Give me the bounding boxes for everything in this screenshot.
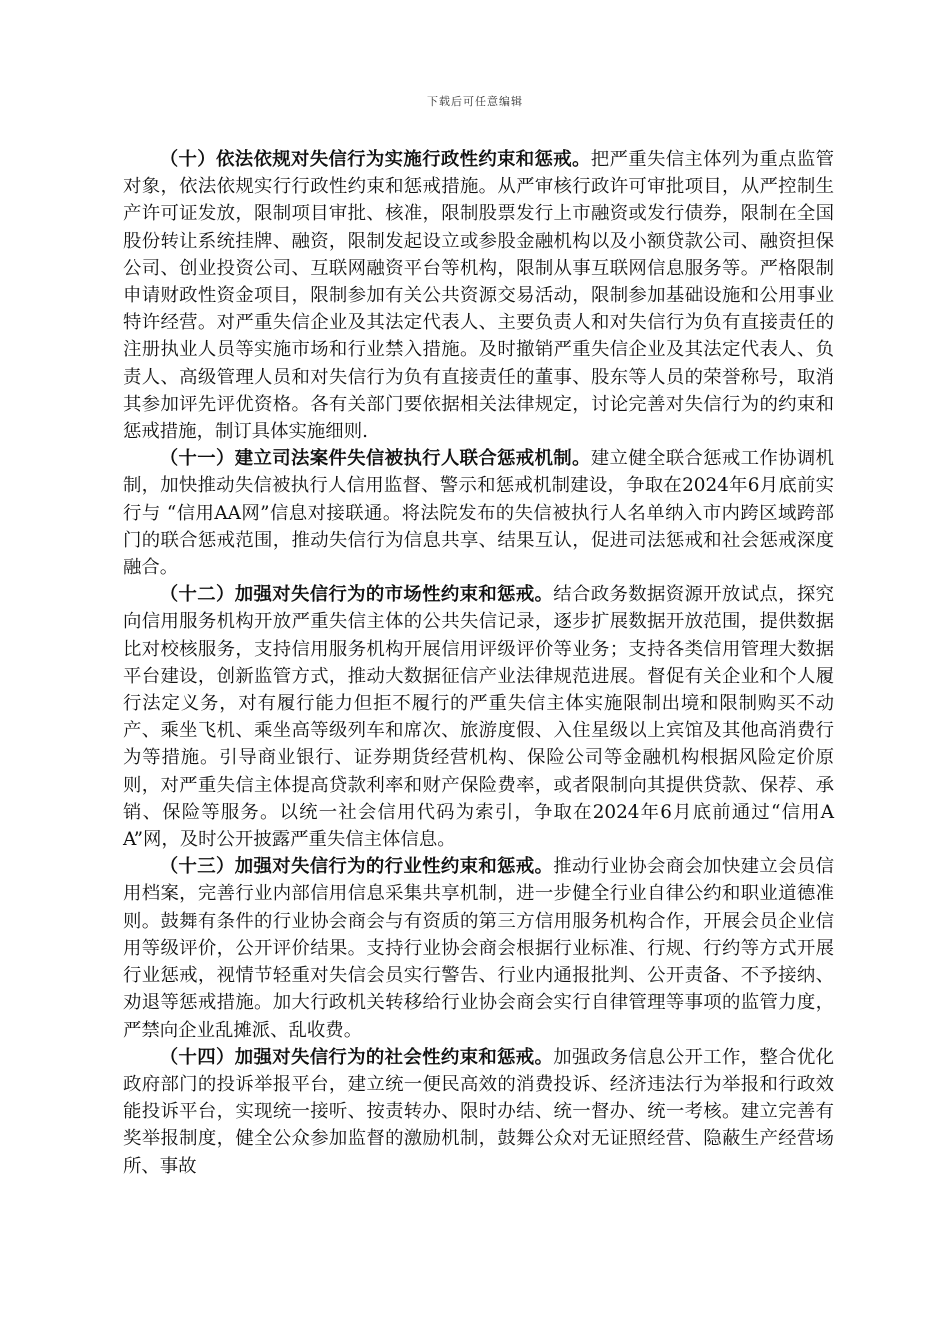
paragraph-heading: （十四）加强对失信行为的社会性约束和惩戒。 [159, 1046, 554, 1068]
paragraph-heading: （十）依法依规对失信行为实施行政性约束和惩戒。 [159, 149, 591, 170]
document-body [123, 146, 834, 1180]
paragraph-heading: （十三）加强对失信行为的行业性约束和惩戒。 [159, 856, 554, 878]
paragraph-heading: （十一）建立司法案件失信被执行人联合惩戒机制。 [159, 448, 591, 470]
paragraph-text: 建立健全联合惩戒工作协调机制，加快推动失信被执行人信用监督、警示和惩戒机制建设，争取在2024年6月底前实行与 “信用AA网”信息对接联通。将法院发布的失信被执行人名单纳入市内跨区域跨部门的联合惩戒范围，推动失信行为信息共享、结果互认，促进司法惩戒和社会惩戒深度融合。 [123, 448, 834, 579]
paragraph-13 [123, 853, 834, 1043]
paragraph-text: 推动行业协会商会加快建立会员信用档案，完善行业内部信用信息采集共享机制，进一步健全行业自律公约和职业道德准则。鼓舞有条件的行业协会商会与有资质的第三方信用服务机构合作，开展会员企业信用等级评价，公开评价结果。支持行业协会商会根据行业标准、行规、行约等方式开展行业惩戒，视情节轻重对失信会员实行警告、行业内通报批判、公开责备、不予接纳、劝退等惩戒措施。加大行政机关转移给行业协会商会实行自律管理等事项的监管力度，严禁向企业乱摊派、乱收费。 [123, 856, 834, 1041]
paragraph-text: 结合政务数据资源开放试点，探究向信用服务机构开放严重失信主体的公共失信记录，逐步扩展数据开放范围，提供数据比对校核服务，支持信用服务机构开展信用评级评价等业务；支持各类信用管理大数据平台建设，创新监管方式，推动大数据征信产业法律规范进展。督促有关企业和个人履行法定义务，对有履行能力但拒不履行的严重失信主体实施限制出境和限制购买不动产、乘坐飞机、乘坐高等级列车和席次、旅游度假、入住星级以上宾馆及其他高消费行为等措施。引导商业银行、证券期货经营机构、保险公司等金融机构根据风险定价原则，对严重失信主体提高贷款利率和财产保险费率，或者限制向其提供贷款、保荐、承销、保险等服务。以统一社会信用代码为索引，争取在2024年6月底前通过“信用AA”网，及时公开披露严重失信主体信息。 [123, 584, 834, 851]
paragraph-text: 加强政务信息公开工作，整合优化政府部门的投诉举报平台，建立统一便民高效的消费投诉、经济违法行为举报和行政效能投诉平台，实现统一接听、按责转办、限时办结、统一督办、统一考核。建立完善有奖举报制度，健全公众参加监督的激励机制，鼓舞公众对无证照经营、隐蔽生产经营场所、事故 [123, 1046, 834, 1177]
page-header-note: 下载后可任意编辑 [427, 95, 523, 108]
paragraph-text: 把严重失信主体列为重点监管对象，依法依规实行行政性约束和惩戒措施。从严审核行政许可审批项目，从严控制生产许可证发放，限制项目审批、核准，限制股票发行上市融资或发行债券，限制在全国股份转让系统挂牌、融资，限制发起设立或参股金融机构以及小额贷款公司、融资担保公司、创业投资公司、互联网融资平台等机构，限制从事互联网信息服务等。严格限制申请财政性资金项目，限制参加有关公共资源交易活动，限制参加基础设施和公用事业特许经营。对严重失信企业及其法定代表人、主要负责人和对失信行为负有直接责任的注册执业人员等实施市场和行业禁入措施。及时撤销严重失信企业及其法定代表人、负责人、高级管理人员和对失信行为负有直接责任的董事、股东等人员的荣誉称号，取消其参加评先评优资格。各有关部门要依据相关法律规定，讨论完善对失信行为的约束和惩戒措施，制订具体实施细则. [123, 149, 834, 443]
paragraph-heading: （十二）加强对失信行为的市场性约束和惩戒。 [159, 584, 554, 606]
paragraph-11 [123, 445, 834, 581]
paragraph-12 [123, 581, 834, 853]
paragraph-14 [123, 1044, 834, 1180]
paragraph-10 [123, 146, 834, 445]
